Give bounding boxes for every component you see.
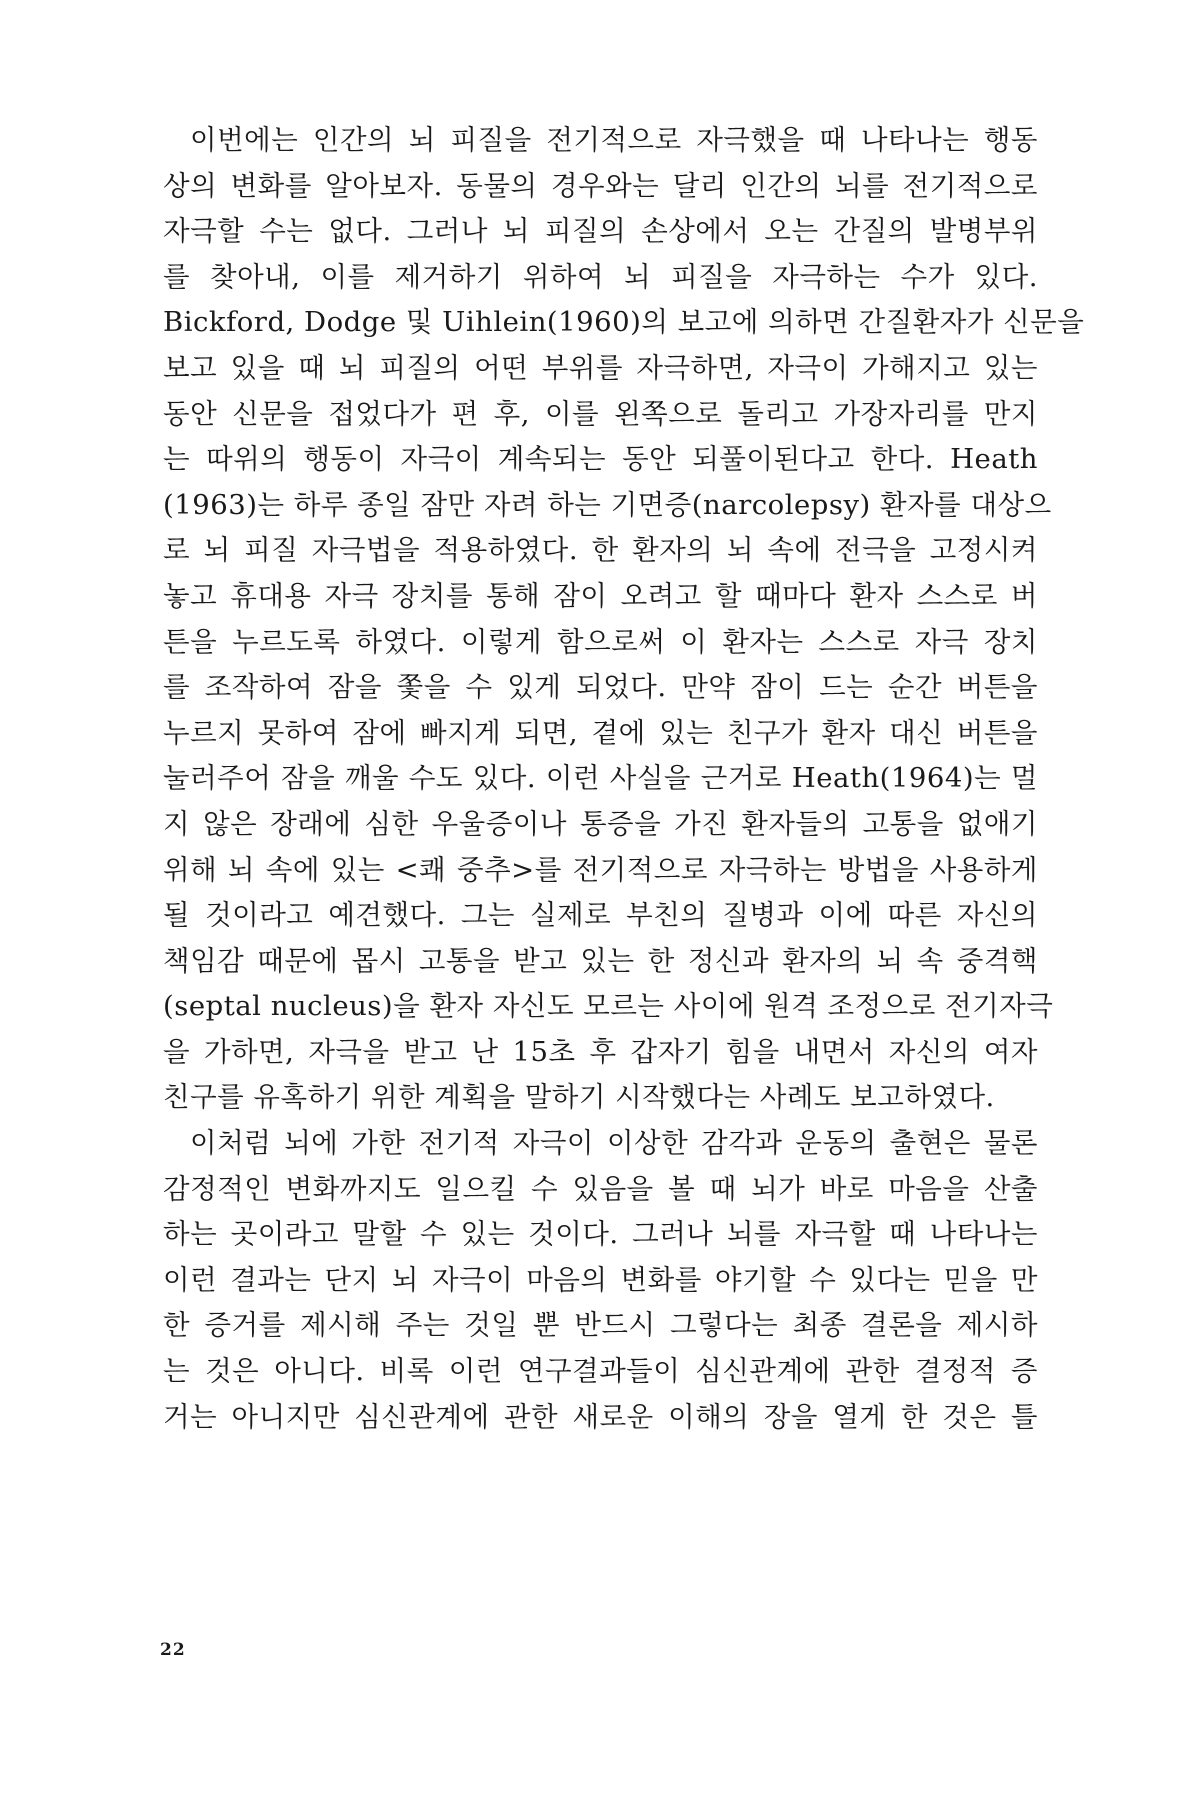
paragraph (163, 1121, 1038, 1440)
text-line: 를 조작하여 잠을 쫓을 수 있게 되었다. 만약 잠이 드는 순간 버튼을 (163, 671, 1038, 704)
text-line: 로 뇌 피질 자극법을 적용하였다. 한 환자의 뇌 속에 전극을 고정시켜 (163, 534, 1038, 567)
text-line: 이런 결과는 단지 뇌 자극이 마음의 변화를 야기할 수 있다는 믿을 만 (163, 1263, 1038, 1296)
text-line: 거는 아니지만 심신관계에 관한 새로운 이해의 장을 열게 한 것은 틀 (163, 1400, 1038, 1433)
text-line: 친구를 유혹하기 위한 계획을 말하기 시작했다는 사례도 보고하였다. (163, 1081, 995, 1114)
text-line: 한 증거를 제시해 주는 것일 뿐 반드시 그렇다는 최종 결론을 제시하 (163, 1309, 1038, 1342)
text-line: 튼을 누르도록 하였다. 이렇게 함으로써 이 환자는 스스로 자극 장치 (163, 625, 1038, 658)
text-line: 자극할 수는 없다. 그러나 뇌 피질의 손상에서 오는 간질의 발병부위 (163, 215, 1038, 248)
page-number: 22 (160, 1640, 186, 1660)
text-line: Bickford, Dodge 및 Uihlein(1960)의 보고에 의하면 간질환자가 신문을 (163, 306, 1085, 339)
body-text (163, 118, 1085, 1440)
text-line: 를 찾아내, 이를 제거하기 위하여 뇌 피질을 자극하는 수가 있다. (163, 260, 1038, 293)
text-line: 눌러주어 잠을 깨울 수도 있다. 이런 사실을 근거로 Heath(1964)는 멀 (163, 762, 1038, 795)
text-line: 동안 신문을 접었다가 편 후, 이를 왼쪽으로 돌리고 가장자리를 만지 (163, 397, 1038, 430)
text-line: 하는 곳이라고 말할 수 있는 것이다. 그러나 뇌를 자극할 때 나타나는 (163, 1218, 1038, 1251)
text-line: (1963)는 하루 종일 잠만 자려 하는 기면증(narcolepsy) 환자를 대상으 (163, 488, 1052, 521)
text-line: 될 것이라고 예견했다. 그는 실제로 부친의 질병과 이에 따른 자신의 (163, 899, 1038, 932)
text-line: 감정적인 변화까지도 일으킬 수 있음을 볼 때 뇌가 바로 마음을 산출 (163, 1172, 1038, 1205)
text-line: 상의 변화를 알아보자. 동물의 경우와는 달리 인간의 뇌를 전기적으로 (163, 169, 1038, 202)
text-line: (septal nucleus)을 환자 자신도 모르는 사이에 원격 조정으로 전기자극 (163, 990, 1054, 1023)
text-line: 는 것은 아니다. 비록 이런 연구결과들이 심신관계에 관한 결정적 증 (163, 1355, 1038, 1388)
text-line: 을 가하면, 자극을 받고 난 15초 후 갑자기 힘을 내면서 자신의 여자 (163, 1035, 1038, 1068)
text-line: 이처럼 뇌에 가한 전기적 자극이 이상한 감각과 운동의 출현은 물론 (190, 1127, 1038, 1160)
paragraph (163, 118, 1085, 1121)
text-line: 보고 있을 때 뇌 피질의 어떤 부위를 자극하면, 자극이 가해지고 있는 (163, 351, 1038, 384)
text-line: 는 따위의 행동이 자극이 계속되는 동안 되풀이된다고 한다. Heath (163, 443, 1038, 476)
text-line: 놓고 휴대용 자극 장치를 통해 잠이 오려고 할 때마다 환자 스스로 버 (163, 579, 1038, 612)
text-line: 위해 뇌 속에 있는 <쾌 중추>를 전기적으로 자극하는 방법을 사용하게 (163, 853, 1038, 886)
text-line: 책임감 때문에 몹시 고통을 받고 있는 한 정신과 환자의 뇌 속 중격핵 (163, 944, 1038, 977)
text-line: 누르지 못하여 잠에 빠지게 되면, 곁에 있는 친구가 환자 대신 버튼을 (163, 716, 1038, 749)
text-line: 지 않은 장래에 심한 우울증이나 통증을 가진 환자들의 고통을 없애기 (163, 807, 1038, 840)
text-line: 이번에는 인간의 뇌 피질을 전기적으로 자극했을 때 나타나는 행동 (190, 124, 1038, 156)
